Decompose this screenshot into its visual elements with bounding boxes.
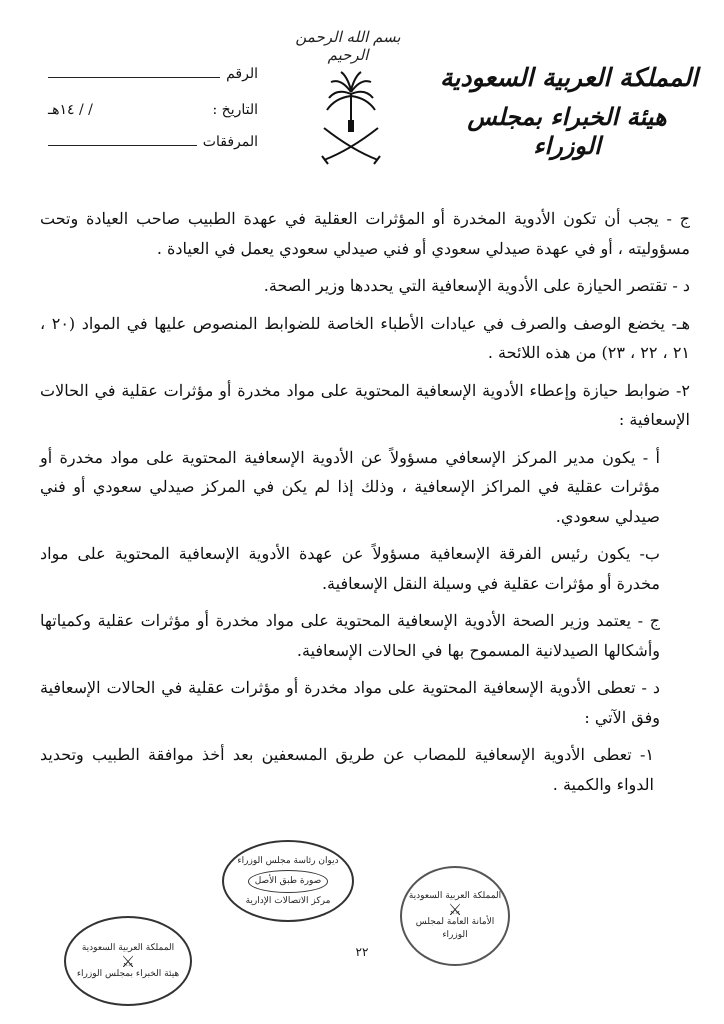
- paragraph-dal-2: د - تعطى الأدوية الإسعافية المحتوية على مواد مخدرة أو مؤثرات عقلية في الحالات الإسعافية وفق الآتي :: [40, 678, 661, 727]
- date-field: [48, 102, 258, 118]
- left-stamp-top: المملكة العربية السعودية: [81, 942, 175, 953]
- page-number: ٢٢: [355, 945, 369, 959]
- document-body: [40, 204, 690, 807]
- date-value: / / ١٤هـ: [48, 102, 93, 118]
- paragraph-jeem-2: ج - يعتمد وزير الصحة الأدوية الإسعافية المحتوية على مواد مخدرة أو مؤثرات عقلية وكمياتها وأشكالها الصيدلانية المسموح بها في الحالات الإسعافية.: [40, 611, 660, 660]
- letterhead-bureau: هيئة الخبراء بمجلس الوزراء: [467, 102, 667, 160]
- center-stamp-mid: صورة طبق الأصل: [248, 870, 329, 893]
- basmala: بسم الله الرحمن الرحيم: [295, 28, 401, 64]
- paragraph-2: ٢- ضوابط حيازة وإعطاء الأدوية الإسعافية المحتوية على مواد مخدرة أو مؤثرات عقلية في الحالات الإسعافية :: [40, 380, 691, 429]
- right-stamp: [400, 866, 510, 966]
- attachments-label: المرفقات: [202, 134, 258, 150]
- right-stamp-top: المملكة العربية السعودية: [408, 891, 502, 901]
- paragraph-dal: د - تقتصر الحيازة على الأدوية الإسعافية التي يحددها وزير الصحة.: [263, 276, 690, 295]
- left-stamp-emblem-icon: ⚔: [120, 951, 136, 971]
- center-stamp-bottom: مركز الاتصالات الإدارية: [245, 895, 331, 906]
- left-stamp: [64, 916, 192, 1006]
- reference-label: الرقم: [226, 66, 258, 82]
- right-stamp-emblem-icon: ⚔: [447, 900, 463, 919]
- letterhead-kingdom: المملكة العربية السعودية: [439, 63, 699, 92]
- saudi-emblem-icon: [318, 64, 384, 168]
- center-stamp: [222, 840, 354, 922]
- paragraph-jeem: ج - يجب أن تكون الأدوية المخدرة أو المؤثرات العقلية في عهدة الطبيب صاحب العيادة وتحت مسؤوليته ، أو في عهدة صيدلي سعودي أو فني صيدلي سعودي يعمل في العيادة .: [40, 209, 690, 258]
- paragraph-alif: أ - يكون مدير المركز الإسعافي مسؤولاً عن الأدوية الإسعافية المحتوية على مواد مخدرة أو مؤثرات عقلية في المراكز الإسعافية ، وذلك إذا لم يكن في المركز صيدلي سعودي أو فني صيدلي سعودي.: [40, 447, 660, 526]
- date-label: التاريخ :: [212, 102, 258, 118]
- reference-field: [48, 66, 258, 82]
- reference-line: [48, 76, 220, 78]
- paragraph-ba: ب- يكون رئيس الفرقة الإسعافية مسؤولاً عن عهدة الأدوية الإسعافية المحتوية على مواد مخدرة أو مؤثرات عقلية في وسيلة النقل الإسعافية.: [40, 544, 660, 593]
- right-stamp-bottom: الأمانة العامة لمجلس الوزراء: [415, 917, 495, 940]
- left-stamp-bottom: هيئة الخبراء بمجلس الوزراء: [76, 968, 180, 979]
- paragraph-ha: هـ- يخضع الوصف والصرف في عيادات الأطباء الخاصة للضوابط المنصوص عليها في المواد (٢٠ ، ٢١ ، ٢٢ ، ٢٣) من هذه اللائحة .: [40, 313, 691, 362]
- attachments-field: [48, 134, 258, 150]
- attachments-line: [48, 144, 197, 146]
- center-stamp-top: ديوان رئاسة مجلس الوزراء: [237, 855, 339, 866]
- paragraph-1: ١- تعطى الأدوية الإسعافية للمصاب عن طريق المسعفين بعد أخذ موافقة الطبيب وتحديد الدواء والكمية .: [40, 745, 654, 794]
